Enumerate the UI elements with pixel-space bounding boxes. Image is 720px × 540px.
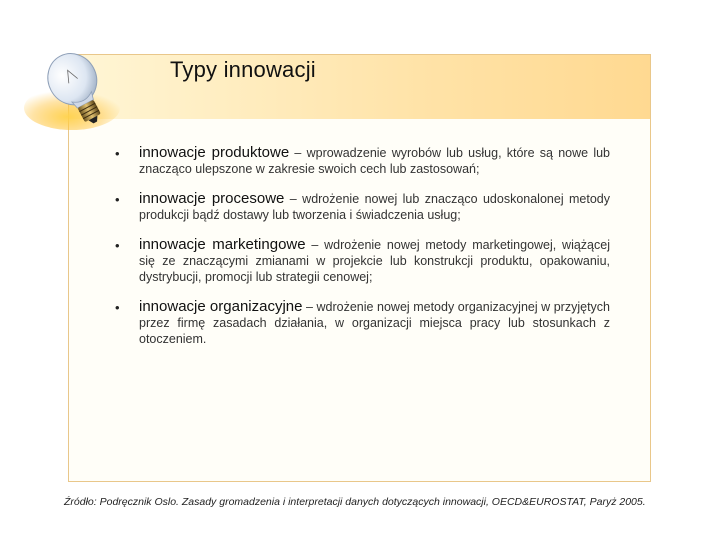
light-bulb-icon bbox=[20, 38, 160, 138]
list-item bbox=[110, 191, 610, 223]
list-item bbox=[110, 145, 610, 177]
bullet: • bbox=[115, 192, 120, 207]
item-term: innowacje marketingowe bbox=[139, 236, 306, 253]
item-description: – wdrożenie nowej lub znacząco udoskonalonej metody produkcji bądź dostawy lub tworzenia i świadczenia usług; bbox=[139, 192, 611, 222]
slide-title: Typy innowacji bbox=[170, 57, 316, 82]
item-text bbox=[139, 299, 610, 347]
bullet: • bbox=[115, 238, 120, 253]
item-description: – wprowadzenie wyrobów lub usług, które są nowe lub znacząco ulepszone w zakresie swoich cech lub zastosowań; bbox=[139, 146, 610, 176]
item-text bbox=[139, 237, 610, 285]
list-item bbox=[110, 237, 610, 285]
list-item bbox=[110, 299, 610, 347]
item-term: innowacje organizacyjne bbox=[139, 298, 303, 315]
bullet: • bbox=[115, 300, 120, 315]
innovation-types-list bbox=[110, 145, 610, 361]
item-description: – wdrożenie nowej metody marketingowej, wiążącej się ze znaczącymi zmianami w projekcie lub konstrukcji produktu, opakowaniu, dystrybucji, promocji lub strategii cenowej; bbox=[139, 238, 610, 284]
item-text bbox=[139, 191, 610, 223]
source-citation: Źródło: Podręcznik Oslo. Zasady gromadzenia i interpretacji danych dotyczących innowacji, OECD&EUROSTAT, Paryż 2005. bbox=[64, 496, 646, 508]
item-term: innowacje procesowe bbox=[139, 190, 285, 207]
item-description: – wdrożenie nowej metody organizacyjnej w przyjętych przez firmę zasadach działania, w organizacji miejsca pracy lub stosunkach z otoczeniem. bbox=[139, 300, 611, 346]
bullet: • bbox=[115, 146, 120, 161]
item-text bbox=[139, 145, 610, 177]
item-term: innowacje produktowe bbox=[139, 144, 290, 161]
